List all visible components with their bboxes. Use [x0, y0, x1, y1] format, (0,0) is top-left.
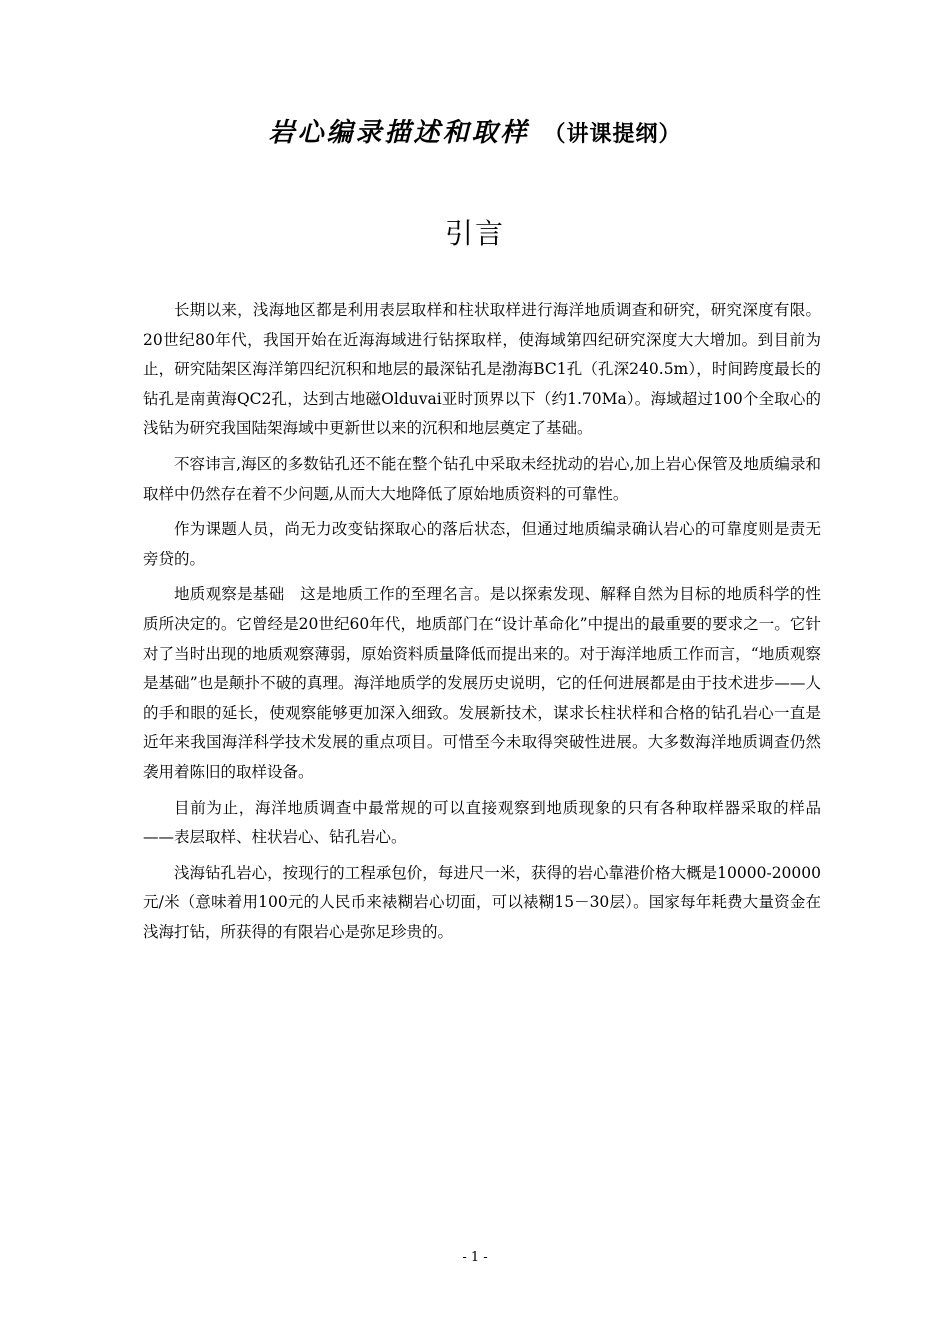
page-number: - 1 -	[462, 1250, 488, 1265]
paragraph: 作为课题人员，尚无力改变钻探取心的落后状态，但通过地质编录确认岩心的可靠度则是责无旁贷的。	[143, 520, 821, 568]
title-subtitle: （讲课提纲）	[543, 122, 682, 147]
paragraph: 长期以来，浅海地区都是利用表层取样和柱状取样进行海洋地质调查和研究，研究深度有限。20世纪80年代，我国开始在近海海域进行钻探取样，使海域第四纪研究深度大大增加。到目前为止，研究陆架区海洋第四纪沉积和地层的最深钻孔是渤海BC1孔（孔深240.5m），时间跨度最长的钻孔是南黄海QC2孔，达到古地磁Olduvai亚时顶界以下（约1.70Ma）。海域超过100个全取心的浅钻为研究我国陆架海域中更新世以来的沉积和地层奠定了基础。	[143, 301, 821, 438]
paragraph: 地质观察是基础 这是地质工作的至理名言。是以探索发现、解释自然为目标的地质科学的性质所决定的。它曾经是20世纪60年代，地质部门在“设计革命化”中提出的最重要的要求之一。它针对了当时出现的地质观察薄弱，原始资料质量降低而提出来的。对于海洋地质工作而言，“地质观察是基础”也是颠扑不破的真理。海洋地质学的发展历史说明，它的任何进展都是由于技术进步——人的手和眼的延长，使观察能够更加深入细致。发展新技术，谋求长柱状样和合格的钻孔岩心一直是近年来我国海洋科学技术发展的重点项目。可惜至今未取得突破性进展。大多数海洋地质调查仍然袭用着陈旧的取样设备。	[143, 585, 821, 781]
section-heading: 引言	[444, 217, 505, 250]
document-title	[0, 112, 950, 149]
paragraph: 目前为止，海洋地质调查中最常规的可以直接观察到地质现象的只有各种取样器采取的样品——表层取样、柱状岩心、钻孔岩心。	[143, 798, 821, 847]
paragraph: 不容讳言,海区的多数钻孔还不能在整个钻孔中采取未经扰动的岩心,加上岩心保管及地质编录和取样中仍然存在着不少问题,从而大大地降低了原始地质资料的可靠性。	[143, 454, 821, 503]
title-main: 岩心编录描述和取样	[268, 118, 530, 148]
paragraph: 浅海钻孔岩心，按现行的工程承包价，每进尺一米，获得的岩心靠港价格大概是10000-20000元/米（意味着用100元的人民币来裱糊岩心切面，可以裱糊15－30层）。国家每年耗费大量资金在浅海打钻，所获得的有限岩心是弥足珍贵的。	[143, 863, 821, 941]
body-text	[143, 296, 821, 953]
